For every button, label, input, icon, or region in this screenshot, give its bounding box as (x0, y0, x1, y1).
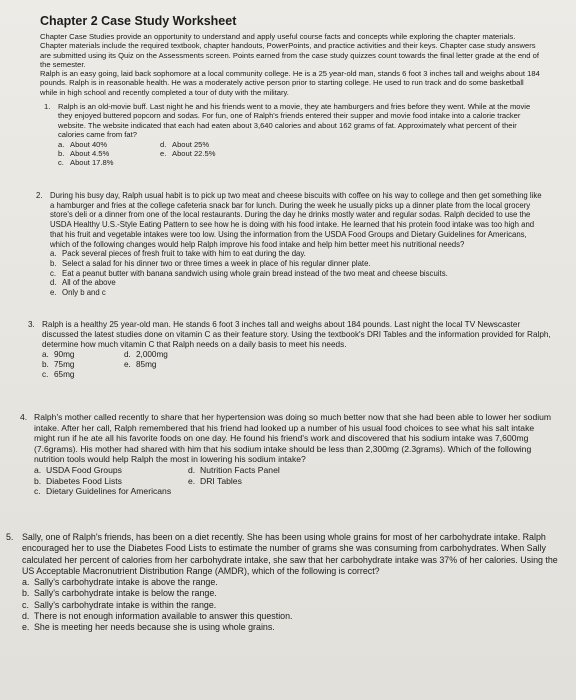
option[interactable] (22, 588, 562, 599)
option[interactable] (22, 611, 562, 622)
option-text: About 17.8% (70, 158, 114, 168)
option-row (42, 370, 554, 380)
option-letter: d. (50, 278, 57, 288)
option-letter: b. (42, 360, 49, 369)
option[interactable] (22, 577, 562, 588)
option-letter: c. (58, 158, 64, 168)
option-text: Nutrition Facts Panel (200, 464, 280, 475)
option[interactable] (124, 350, 168, 360)
option-text: 65mg (54, 370, 75, 379)
option-letter: a. (50, 249, 57, 259)
option-letter: c. (42, 370, 49, 379)
option-letter: d. (188, 464, 196, 475)
answer-options (58, 140, 534, 168)
option[interactable] (42, 370, 124, 380)
option-row (58, 149, 534, 158)
option-text: 85mg (136, 360, 157, 369)
option[interactable] (22, 622, 562, 633)
option-text: About 25% (172, 139, 210, 149)
option[interactable] (58, 158, 160, 167)
question-number: 1. (44, 102, 51, 111)
option-text: Sally's carbohydrate intake is below the range. (34, 588, 217, 599)
option-row (42, 350, 554, 360)
option-text: There is not enough information available to answer this question. (34, 611, 293, 622)
option[interactable] (58, 149, 160, 158)
option-letter: b. (22, 588, 30, 599)
option[interactable] (50, 288, 548, 298)
question-number: 3. (28, 320, 35, 329)
option-text: All of the above (62, 278, 116, 288)
option-letter: c. (50, 268, 57, 278)
answer-options (34, 465, 556, 497)
option-text: About 22.5% (172, 149, 216, 159)
option-row (42, 360, 554, 370)
question-2 (36, 191, 548, 298)
option-text: 90mg (54, 350, 75, 359)
option-text: 75mg (54, 360, 75, 369)
option-text: About 4.5% (70, 149, 110, 159)
option-text: Only b and c (62, 288, 106, 298)
question-number: 5. (6, 532, 14, 542)
answer-options (22, 577, 562, 633)
option-row (34, 465, 556, 476)
option-letter: c. (22, 599, 29, 610)
option-letter: e. (50, 288, 57, 298)
option-letter: b. (50, 258, 57, 268)
option-letter: d. (22, 611, 30, 622)
option-letter: d. (124, 350, 131, 359)
option-letter: a. (22, 577, 30, 588)
question-number: 4. (20, 412, 28, 422)
question-4 (20, 412, 556, 497)
intro-paragraph: Chapter Case Studies provide an opportunity to understand and apply useful course facts and concepts while exploring the chapter materials. Chapter materials include the required textbook, chapter handouts, PowerPoints, and practice activities and their keys. Chapter case study answers are submitted using its Quiz on the Assessments screen. Points earned from the case study quizzes count towards the final letter grade at the end of the semester. (40, 32, 539, 69)
option-text: USDA Food Groups (46, 464, 122, 475)
intro-section (40, 32, 540, 97)
option[interactable] (42, 360, 124, 370)
worksheet-title: Chapter 2 Case Study Worksheet (40, 14, 237, 28)
answer-options (50, 249, 548, 298)
option-letter: e. (160, 149, 167, 159)
option-letter: e. (124, 360, 131, 369)
option-letter: e. (188, 475, 196, 486)
option[interactable] (188, 476, 242, 487)
option[interactable] (50, 278, 548, 288)
option-letter: c. (34, 486, 41, 497)
option-row (58, 158, 534, 167)
option-text: Diabetes Food Lists (46, 475, 122, 486)
question-text: Ralph is a healthy 25 year-old man. He stands 6 foot 3 inches tall and weighs about 184 pounds. Last night the local TV Newscaster discussed the latest studies done on vitamin C as their feature story. Using the textbook's DRI Tables and the information provided for Ralph, determine how much vitamin C that Ralph needs on a daily basis to meet his needs. (42, 320, 551, 349)
option-row (58, 140, 534, 149)
question-1 (44, 102, 534, 168)
option-text: DRI Tables (200, 475, 242, 486)
option-text: About 40% (70, 139, 108, 149)
option[interactable] (50, 259, 548, 269)
option-text: 2,000mg (136, 350, 168, 359)
option-text: Sally's carbohydrate intake is above the range. (34, 577, 218, 588)
option[interactable] (42, 350, 124, 360)
option-letter: a. (42, 350, 49, 359)
option[interactable] (34, 476, 188, 487)
option[interactable] (160, 149, 216, 158)
option-letter: a. (34, 464, 42, 475)
option-text: Dietary Guidelines for Americans (46, 486, 172, 497)
question-text: Sally, one of Ralph's friends, has been on a diet recently. She has been using whole grains for most of her carbohydrate intake. Ralph encouraged her to use the Diabetes Food Lists to estimate the number of grams she was consuming from carbohydrates. When Sally calculated her percent of calories from her carbohydrate intake, she saw that her carbohydrate intake was 37% of her calories. Using the US Acceptable Macronutrient Distribution Range (AMDR), which of the following is correct? (22, 532, 558, 576)
answer-options (42, 350, 554, 380)
option-text: Sally's carbohydrate intake is within the range. (34, 599, 217, 610)
option-letter: a. (58, 139, 65, 149)
intro-paragraph: Ralph is an easy going, laid back sophomore at a local community college. He is a 25 year-old man, stands 6 foot 3 inches tall and weighs about 184 pounds. Ralph is in reasonable health. He was a moderately active person prior to starting college. He used to run track and do some basketball while in high school and recently completed a tour of duty with the military. (40, 69, 540, 97)
option[interactable] (124, 360, 156, 370)
question-text: Ralph is an old-movie buff. Last night he and his friends went to a movie, they ate hamburgers and fries before they went. While at the movie they enjoyed buttered popcorn and sodas. For fun, one of Ralph's friends entered their supper and movie food intake into a calorie tracker website. The website indicated that each had eaten about 3,640 calories and about 162 grams of fat. Approximately what percent of their calories came from fat? (58, 102, 531, 140)
question-number: 2. (36, 191, 43, 200)
question-text: During his busy day, Ralph usual habit is to pick up two meat and cheese biscuits with coffee on his way to college and then get something like a hamburger and fries at the college cafeteria snack bar for lunch. During the week he usually picks up a dinner plate from the local grocery store's deli or a dinner from one of the local restaurants. During the day he drinks mostly water and regular sodas. Ralph decided to use the USDA Healthy U.S.-Style Eating Pattern to see how he is doing with his food intake. He learned that his protein food intake was too high and that his fruit and vegetable intakes were too low. Using the information from the USDA Food Groups and Dietary Guidelines for Americans, which of the following changes would help Ralph improve his food intake and help him better meet his nutritional needs? (50, 191, 542, 249)
option-letter: b. (58, 149, 65, 159)
option-text: She is meeting her needs because she is using whole grains. (34, 622, 275, 633)
option[interactable] (188, 465, 280, 476)
option[interactable] (50, 249, 548, 259)
option[interactable] (58, 140, 160, 149)
question-3 (28, 320, 554, 380)
question-5 (6, 532, 562, 634)
option-row (34, 476, 556, 487)
option-letter: d. (160, 139, 167, 149)
option[interactable] (34, 486, 188, 497)
option-text: Eat a peanut butter with banana sandwich using whole grain bread instead of the two meat and cheese biscuits. (62, 268, 448, 278)
question-text: Ralph's mother called recently to share that her hypertension was doing so much better now that she had been able to lower her sodium intake. After her call, Ralph remembered that his friend had looked up a number of his usual food choices to see what his salt intake might run if he ate all his favorite foods on one day. He found his friend's work and discovered that his sodium intake was 7,600mg (7.6grams). His mother had shared with him that his sodium intake should be less than 2,300mg (2.3grams). Which of the following nutrition tools would help Ralph the most in lowering his sodium intake? (34, 412, 552, 465)
option-text: Select a salad for his dinner two or three times a week in place of his regular dinner plate. (62, 258, 371, 268)
option[interactable] (50, 269, 548, 279)
option[interactable] (160, 140, 209, 149)
option-letter: e. (22, 622, 30, 633)
option[interactable] (22, 600, 562, 611)
option-text: Pack several pieces of fresh fruit to take with him to eat during the day. (62, 249, 306, 259)
option[interactable] (34, 465, 188, 476)
option-letter: b. (34, 475, 42, 486)
option-row (34, 486, 556, 497)
